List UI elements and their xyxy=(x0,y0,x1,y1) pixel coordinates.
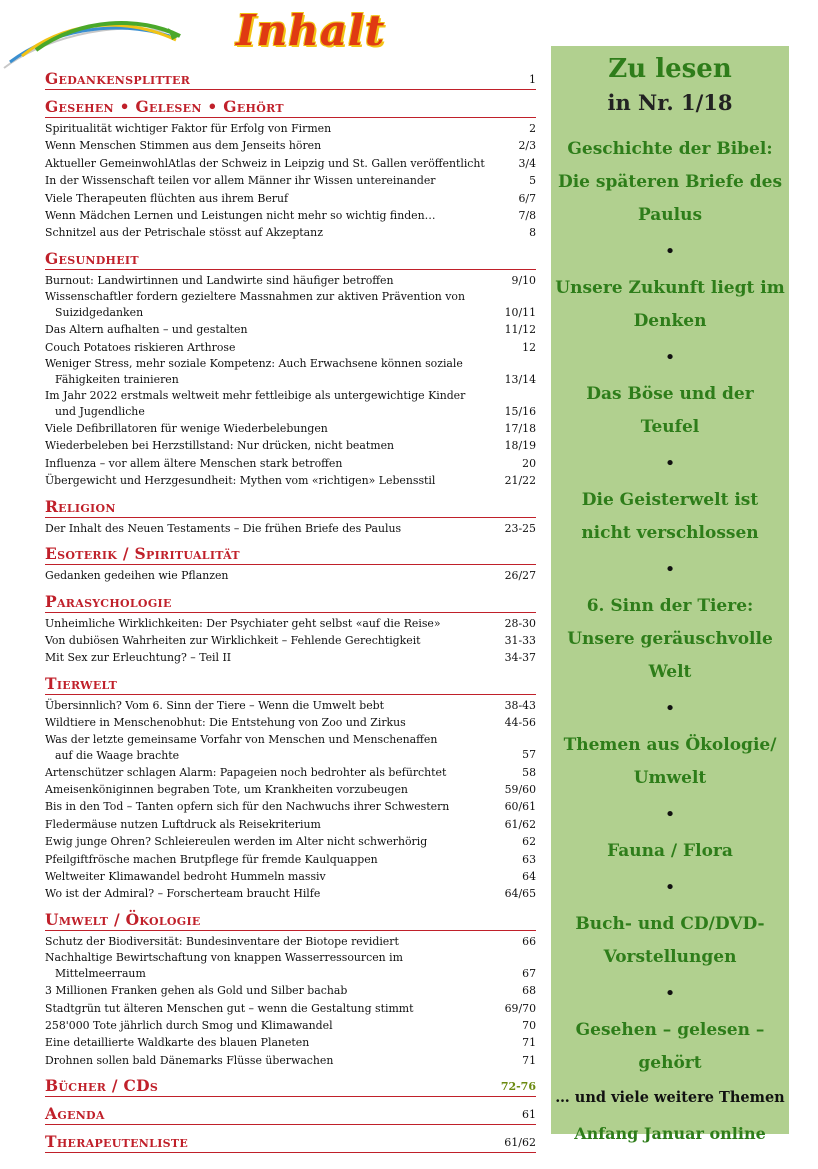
entry-page: 5 xyxy=(529,174,536,188)
entry-title xyxy=(45,520,496,537)
entry-title xyxy=(45,833,496,850)
section-title: Agenda xyxy=(45,1104,105,1124)
sidebar-topic-list xyxy=(551,133,789,1080)
entry-title xyxy=(45,697,496,714)
entry-page: 64/65 xyxy=(504,887,536,901)
entry-page: 59/60 xyxy=(504,782,536,796)
section-title: Parasychologie xyxy=(45,591,172,611)
entry-title-line: Weniger Stress, mehr soziale Kompetenz: Auch Erwachsene können soziale xyxy=(45,357,463,371)
section-title: Gedankensplitter xyxy=(45,69,191,88)
toc-entry xyxy=(45,567,536,584)
entry-title-continuation: Suizidgedanken xyxy=(55,306,144,320)
entry-title xyxy=(45,437,496,454)
entry-title-line: Ameisenköniginnen begraben Tote, um Krankheiten vorzubeugen xyxy=(45,782,408,796)
entry-title-line: Mit Sex zur Erleuchtung? – Teil II xyxy=(45,651,232,665)
sidebar-topic: Geschichte der Bibel: Die späteren Briefe des Paulus xyxy=(557,139,783,225)
entry-title xyxy=(45,950,496,982)
toc-entry xyxy=(45,1052,536,1069)
entry-page: 6/7 xyxy=(518,191,536,205)
entry-title-line: Bis in den Tod – Tanten opfern sich für den Nachwuchs ihrer Schwestern xyxy=(45,800,450,814)
entry-title xyxy=(45,868,496,885)
entry-title-line: Übersinnlich? Vom 6. Sinn der Tiere – Wenn die Umwelt bebt xyxy=(45,698,385,712)
toc-entry xyxy=(45,224,536,241)
entry-title xyxy=(45,714,496,731)
entry-title-continuation: auf die Waage brachte xyxy=(55,748,180,762)
section-heading xyxy=(45,593,536,613)
entry-title-line: Das Altern aufhalten – und gestalten xyxy=(45,323,248,337)
section-heading xyxy=(45,70,536,90)
toc-entry xyxy=(45,420,536,437)
logo-swoosh xyxy=(0,10,200,70)
entry-title xyxy=(45,732,496,764)
entry-title xyxy=(45,1052,496,1069)
entry-title-line: Der Inhalt des Neuen Testaments – Die frühen Briefe des Paulus xyxy=(45,521,402,535)
entry-title xyxy=(45,356,496,388)
entry-title xyxy=(45,155,496,172)
entry-page: 11/12 xyxy=(504,323,536,337)
entry-page: 2/3 xyxy=(518,139,536,153)
toc-section xyxy=(45,98,536,242)
entry-title xyxy=(45,472,496,489)
sidebar-online-text: Anfang Januar online xyxy=(574,1124,766,1143)
entry-page: 44-56 xyxy=(504,716,536,730)
entry-title xyxy=(45,615,496,632)
entry-page: 58 xyxy=(522,765,536,779)
entry-title-line: Wenn Mädchen Lernen und Leistungen nicht mehr so wichtig finden… xyxy=(45,209,436,223)
entry-page: 9/10 xyxy=(511,273,536,287)
bullet-separator: • xyxy=(664,559,676,580)
section-title: Gesehen • Gelesen • Gehört xyxy=(45,97,284,116)
entry-page: 70 xyxy=(522,1019,536,1032)
toc-section xyxy=(45,675,536,903)
entry-title-line: Was der letzte gemeinsame Vorfahr von Menschen und Menschenaffen xyxy=(45,732,438,746)
entry-page: 62 xyxy=(522,835,536,849)
entry-page: 71 xyxy=(522,1053,536,1067)
entry-title xyxy=(45,885,496,902)
toc-section xyxy=(45,1077,536,1097)
entry-page: 2 xyxy=(529,122,536,135)
toc-entry xyxy=(45,798,536,815)
entry-title xyxy=(45,851,496,868)
toc-entry xyxy=(45,155,536,172)
section-heading xyxy=(45,98,536,118)
section-heading xyxy=(45,1105,536,1125)
entry-title-line: Übergewicht und Herzgesundheit: Mythen vom «richtigen» Lebensstil xyxy=(45,474,436,488)
entry-page: 7/8 xyxy=(518,209,536,223)
toc-entry xyxy=(45,272,536,289)
section-title: Umwelt / Ökologie xyxy=(45,909,201,929)
bullet-separator: • xyxy=(664,698,676,719)
entry-title xyxy=(45,388,496,420)
bullet-separator: • xyxy=(664,453,676,474)
entry-title xyxy=(45,764,496,781)
section-page: 1 xyxy=(529,73,536,86)
entry-title xyxy=(45,190,496,207)
toc-entry xyxy=(45,120,536,137)
entry-title-line: Spiritualität wichtiger Faktor für Erfolg von Firmen xyxy=(45,122,332,135)
table-of-contents xyxy=(45,62,536,1153)
entry-title xyxy=(45,649,496,666)
section-title: Religion xyxy=(45,496,116,516)
entry-title-line: Schutz der Biodiversität: Bundesinventare der Biotope revidiert xyxy=(45,934,399,948)
toc-entry xyxy=(45,982,536,999)
toc-entry xyxy=(45,649,536,666)
entry-page: 38-43 xyxy=(504,698,536,712)
section-heading xyxy=(45,1133,536,1153)
toc-entry xyxy=(45,885,536,902)
entry-title xyxy=(45,120,496,137)
preview-sidebar xyxy=(551,46,789,1143)
toc-entry xyxy=(45,714,536,731)
section-heading xyxy=(45,498,536,518)
toc-section xyxy=(45,70,536,90)
entry-page: 64 xyxy=(522,869,536,883)
section-heading xyxy=(45,545,536,565)
entry-page: 31-33 xyxy=(504,633,536,647)
entry-page: 3/4 xyxy=(518,156,536,170)
entry-title-line: 258'000 Tote jährlich durch Smog und Klimawandel xyxy=(45,1019,333,1032)
entry-title xyxy=(45,933,496,950)
toc-section xyxy=(45,250,536,490)
toc-entry xyxy=(45,339,536,356)
entry-title-line: Eine detaillierte Waldkarte des blauen Planeten xyxy=(45,1036,310,1050)
toc-entry xyxy=(45,632,536,649)
toc-entry xyxy=(45,1000,536,1017)
section-heading xyxy=(45,250,536,270)
sidebar-issue: in Nr. 1/18 xyxy=(607,90,733,115)
bullet-separator: • xyxy=(664,347,676,368)
entry-title xyxy=(45,816,496,833)
sidebar-heading: Zu lesen xyxy=(608,54,732,84)
entry-page: 13/14 xyxy=(504,372,536,386)
entry-page: 12 xyxy=(522,340,536,354)
toc-entry xyxy=(45,137,536,154)
entry-title xyxy=(45,798,496,815)
entry-page: 20 xyxy=(522,456,536,470)
entry-page: 60/61 xyxy=(504,800,536,814)
entry-title-line: Von dubiösen Wahrheiten zur Wirklichkeit – Fehlende Gerechtigkeit xyxy=(45,633,421,647)
section-title: Therapeutenliste xyxy=(45,1132,189,1152)
sidebar-topic: Unsere Zukunft liegt im Denken xyxy=(555,278,785,331)
entry-title xyxy=(45,781,496,798)
section-page: 72-76 xyxy=(500,1080,536,1094)
toc-section xyxy=(45,911,536,1069)
entry-title xyxy=(45,137,496,154)
entry-title xyxy=(45,224,496,241)
entry-title-line: Schnitzel aus der Petrischale stösst auf Akzeptanz xyxy=(45,226,323,240)
entry-title xyxy=(45,1017,496,1034)
entry-title xyxy=(45,1034,496,1051)
section-title: Tierwelt xyxy=(45,673,118,693)
toc-section xyxy=(45,498,536,537)
sidebar-topic: Themen aus Ökologie/ Umwelt xyxy=(563,735,777,788)
sidebar-topic: 6. Sinn der Tiere: Unsere geräuschvolle Welt xyxy=(567,596,773,682)
sidebar-more-text: … und viele weitere Themen xyxy=(555,1089,785,1106)
entry-title-line: Wenn Menschen Stimmen aus dem Jenseits hören xyxy=(45,139,322,153)
section-title: Bücher / CDs xyxy=(45,1076,159,1096)
entry-title-line: Wissenschaftler fordern gezieltere Massnahmen zur aktiven Prävention von xyxy=(45,290,466,304)
toc-entry xyxy=(45,1017,536,1034)
entry-title-line: Im Jahr 2022 erstmals weltweit mehr fettleibige als untergewichtige Kinder xyxy=(45,389,466,403)
entry-page: 28-30 xyxy=(504,616,536,630)
entry-page: 66 xyxy=(522,934,536,948)
entry-title-line: Burnout: Landwirtinnen und Landwirte sind häufiger betroffen xyxy=(45,273,394,287)
toc-entry xyxy=(45,781,536,798)
entry-title-line: 3 Millionen Franken gehen als Gold und Silber bachab xyxy=(45,984,348,998)
entry-title-line: Unheimliche Wirklichkeiten: Der Psychiater geht selbst «auf die Reise» xyxy=(45,616,441,630)
toc-entry xyxy=(45,933,536,950)
entry-title xyxy=(45,420,496,437)
toc-entry xyxy=(45,388,536,420)
toc-entry xyxy=(45,732,536,764)
entry-page: 18/19 xyxy=(504,439,536,453)
entry-title-line: Pfeilgiftfrösche machen Brutpflege für fremde Kaulquappen xyxy=(45,852,378,866)
toc-entry xyxy=(45,437,536,454)
bullet-separator: • xyxy=(664,241,676,262)
toc-entry xyxy=(45,851,536,868)
entry-title xyxy=(45,455,496,472)
entry-page: 68 xyxy=(522,984,536,998)
sidebar-topic: Gesehen – gelesen – gehört xyxy=(575,1020,765,1073)
entry-title xyxy=(45,982,496,999)
sidebar-topic: Fauna / Flora xyxy=(607,841,733,861)
toc-entry xyxy=(45,172,536,189)
section-title: Esoterik / Spiritualität xyxy=(45,544,240,564)
entry-title-line: In der Wissenschaft teilen vor allem Männer ihr Wissen untereinander xyxy=(45,174,436,188)
entry-title xyxy=(45,567,496,584)
entry-title xyxy=(45,339,496,356)
toc-section xyxy=(45,545,536,584)
section-title: Gesundheit xyxy=(45,248,139,268)
entry-title xyxy=(45,172,496,189)
entry-title-continuation: Mittelmeerraum xyxy=(55,967,146,981)
sidebar-topic: Das Böse und der Teufel xyxy=(586,384,754,437)
entry-title-line: Wo ist der Admiral? – Forscherteam braucht Hilfe xyxy=(45,887,321,901)
page-title: Inhalt xyxy=(236,6,386,55)
entry-page: 69/70 xyxy=(504,1001,536,1015)
bullet-separator: • xyxy=(664,877,676,898)
toc-entry xyxy=(45,455,536,472)
toc-section xyxy=(45,593,536,667)
toc-entry xyxy=(45,472,536,489)
entry-title-line: Viele Therapeuten flüchten aus ihrem Beruf xyxy=(45,191,289,205)
entry-title-line: Artenschützer schlagen Alarm: Papageien noch bedrohter als befürchtet xyxy=(45,765,447,779)
toc-entry xyxy=(45,289,536,321)
entry-title-line: Weltweiter Klimawandel bedroht Hummeln massiv xyxy=(45,869,326,883)
entry-page: 10/11 xyxy=(504,305,536,319)
toc-entry xyxy=(45,1034,536,1051)
toc-entry xyxy=(45,950,536,982)
section-page: 61 xyxy=(522,1108,536,1122)
entry-title xyxy=(45,207,496,224)
bullet-separator: • xyxy=(664,804,676,825)
entry-title-line: Couch Potatoes riskieren Arthrose xyxy=(45,340,236,354)
toc-entry xyxy=(45,207,536,224)
entry-title-line: Aktueller GemeinwohlAtlas der Schweiz in Leipzig und St. Gallen veröffentlicht xyxy=(45,156,485,170)
sidebar-topic: Die Geisterwelt ist nicht verschlossen xyxy=(581,490,759,543)
entry-title xyxy=(45,289,496,321)
entry-page: 26/27 xyxy=(504,569,536,583)
entry-title-line: Stadtgrün tut älteren Menschen gut – wenn die Gestaltung stimmt xyxy=(45,1001,414,1015)
toc-entry xyxy=(45,321,536,338)
toc-entry xyxy=(45,816,536,833)
entry-page: 15/16 xyxy=(504,404,536,418)
toc-entry xyxy=(45,615,536,632)
section-heading xyxy=(45,675,536,695)
entry-page: 67 xyxy=(522,966,536,980)
entry-page: 57 xyxy=(522,748,536,762)
entry-title-line: Nachhaltige Bewirtschaftung von knappen Wasserressourcen im xyxy=(45,951,403,965)
toc-section xyxy=(45,1105,536,1125)
entry-title-line: Wiederbeleben bei Herzstillstand: Nur drücken, nicht beatmen xyxy=(45,439,395,453)
toc-entry xyxy=(45,190,536,207)
entry-title xyxy=(45,272,496,289)
entry-title-continuation: und Jugendliche xyxy=(55,405,145,419)
entry-page: 23-25 xyxy=(504,521,536,535)
entry-title-continuation: Fähigkeiten trainieren xyxy=(55,373,179,387)
entry-page: 21/22 xyxy=(504,474,536,488)
entry-title xyxy=(45,632,496,649)
entry-title-line: Drohnen sollen bald Dänemarks Flüsse überwachen xyxy=(45,1053,334,1067)
bullet-separator: • xyxy=(664,983,676,1004)
sidebar-topic: Buch- und CD/DVD-Vorstellungen xyxy=(575,914,765,967)
section-heading xyxy=(45,1077,536,1097)
toc-entry xyxy=(45,833,536,850)
entry-page: 71 xyxy=(522,1036,536,1050)
toc-entry xyxy=(45,697,536,714)
entry-title xyxy=(45,321,496,338)
toc-entry xyxy=(45,868,536,885)
entry-title-line: Ewig junge Ohren? Schleiereulen werden im Alter nicht schwerhörig xyxy=(45,835,428,849)
section-page: 61/62 xyxy=(504,1136,536,1150)
toc-entry xyxy=(45,356,536,388)
toc-section xyxy=(45,1133,536,1153)
entry-page: 63 xyxy=(522,852,536,866)
entry-title-line: Wildtiere in Menschenobhut: Die Entstehung von Zoo und Zirkus xyxy=(45,716,406,730)
entry-page: 34-37 xyxy=(504,651,536,665)
entry-page: 8 xyxy=(529,226,536,240)
entry-title-line: Influenza – vor allem ältere Menschen stark betroffen xyxy=(45,456,343,470)
toc-entry xyxy=(45,764,536,781)
entry-page: 61/62 xyxy=(504,817,536,831)
entry-title xyxy=(45,1000,496,1017)
entry-page: 17/18 xyxy=(504,422,536,436)
entry-title-line: Fledermäuse nutzen Luftdruck als Reisekriterium xyxy=(45,817,321,831)
toc-entry xyxy=(45,520,536,537)
entry-title-line: Viele Defibrillatoren für wenige Wiederbelebungen xyxy=(45,422,328,436)
section-heading xyxy=(45,911,536,931)
entry-title-line: Gedanken gedeihen wie Pflanzen xyxy=(45,569,229,583)
